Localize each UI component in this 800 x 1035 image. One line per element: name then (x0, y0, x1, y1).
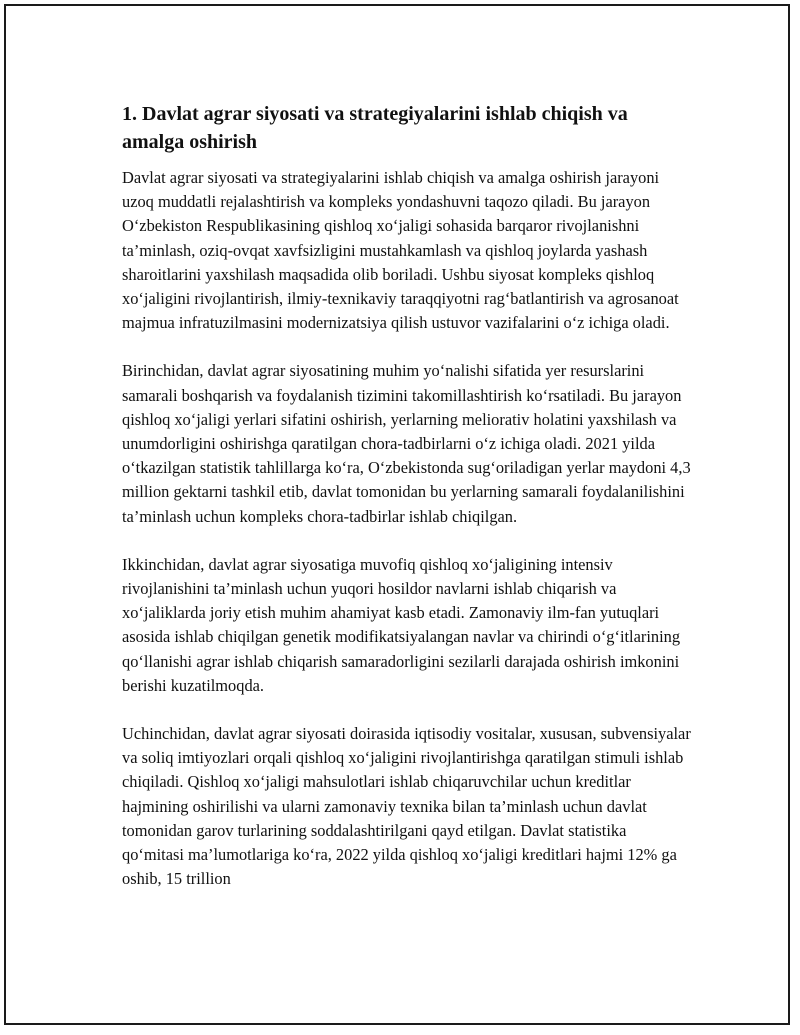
section-heading: 1. Davlat agrar siyosati va strategiyalarini ishlab chiqish va amalga oshirish (122, 103, 628, 153)
paragraph-4: Uchinchidan, davlat agrar siyosati doirasida iqtisodiy vositalar, xususan, subvensiyalar va soliq imtiyozlari orqali qishloq xo‘jaligini rivojlantirishga qaratilgan stimuli ishlab chiqiladi. Qishloq xo‘jaligi mahsulotlari ishlab chiqaruvchilar uchun kreditlar hajmining oshirilishi va ularni zamonaviy texnika bilan ta’minlash uchun davlat tomonidan garov turlarining soddalashtirilgani qayd etilgan. Davlat statistika qo‘mitasi ma’lumotlariga ko‘ra, 2022 yilda qishloq xo‘jaligi kreditlari hajmi 12% ga oshib, 15 trillion (122, 724, 691, 889)
paragraph-2: Birinchidan, davlat agrar siyosatining muhim yo‘nalishi sifatida yer resurslarini samarali boshqarish va foydalanish tizimini takomillashtirish ko‘rsatiladi. Bu jarayon qishloq xo‘jaligi yerlari sifatini oshirish, yerlarning meliorativ holatini yaxshilash va unumdorligini oshirishga qaratilgan chora-tadbirlarni o‘z ichiga oladi. 2021 yilda o‘tkazilgan statistik tahlillarga ko‘ra, O‘zbekistonda sug‘oriladigan yerlar maydoni 4,3 million gektarni tashkil etib, davlat tomonidan bu yerlarning samarali foydalanilishini ta’minlash uchun kompleks chora-tadbirlar ishlab chiqilgan. (122, 361, 691, 526)
page-frame (4, 4, 790, 1025)
document-body (122, 100, 692, 915)
paragraph-1: Davlat agrar siyosati va strategiyalarini ishlab chiqish va amalga oshirish jarayoni uzoq muddatli rejalashtirish va kompleks yondashuvni taqozo qiladi. Bu jarayon O‘zbekiston Respublikasining qishloq xo‘jaligi sohasida barqaror rivojlanishni ta’minlash, oziq-ovqat xavfsizligini mustahkamlash va qishloq joylarda yashash sharoitlarini yaxshilash maqsadida olib boriladi. Ushbu siyosat kompleks qishloq xo‘jaligini rivojlantirish, ilmiy-texnikaviy taraqqiyotni rag‘batlantirish va agrosanoat majmua infratuzilmasini modernizatsiya qilish ustuvor vazifalarini o‘z ichiga oladi. (122, 168, 679, 333)
paragraph-3: Ikkinchidan, davlat agrar siyosatiga muvofiq qishloq xo‘jaligining intensiv rivojlanishini ta’minlash uchun yuqori hosildor navlarni ishlab chiqarish va xo‘jaliklarda joriy etish muhim ahamiyat kasb etadi. Zamonaviy ilm-fan yutuqlari asosida ishlab chiqilgan genetik modifikatsiyalangan navlar va chirindi o‘g‘itlarining qo‘llanishi agrar ishlab chiqarish samaradorligini sezilarli darajada oshirish imkonini berishi kuzatilmoqda. (122, 554, 681, 695)
